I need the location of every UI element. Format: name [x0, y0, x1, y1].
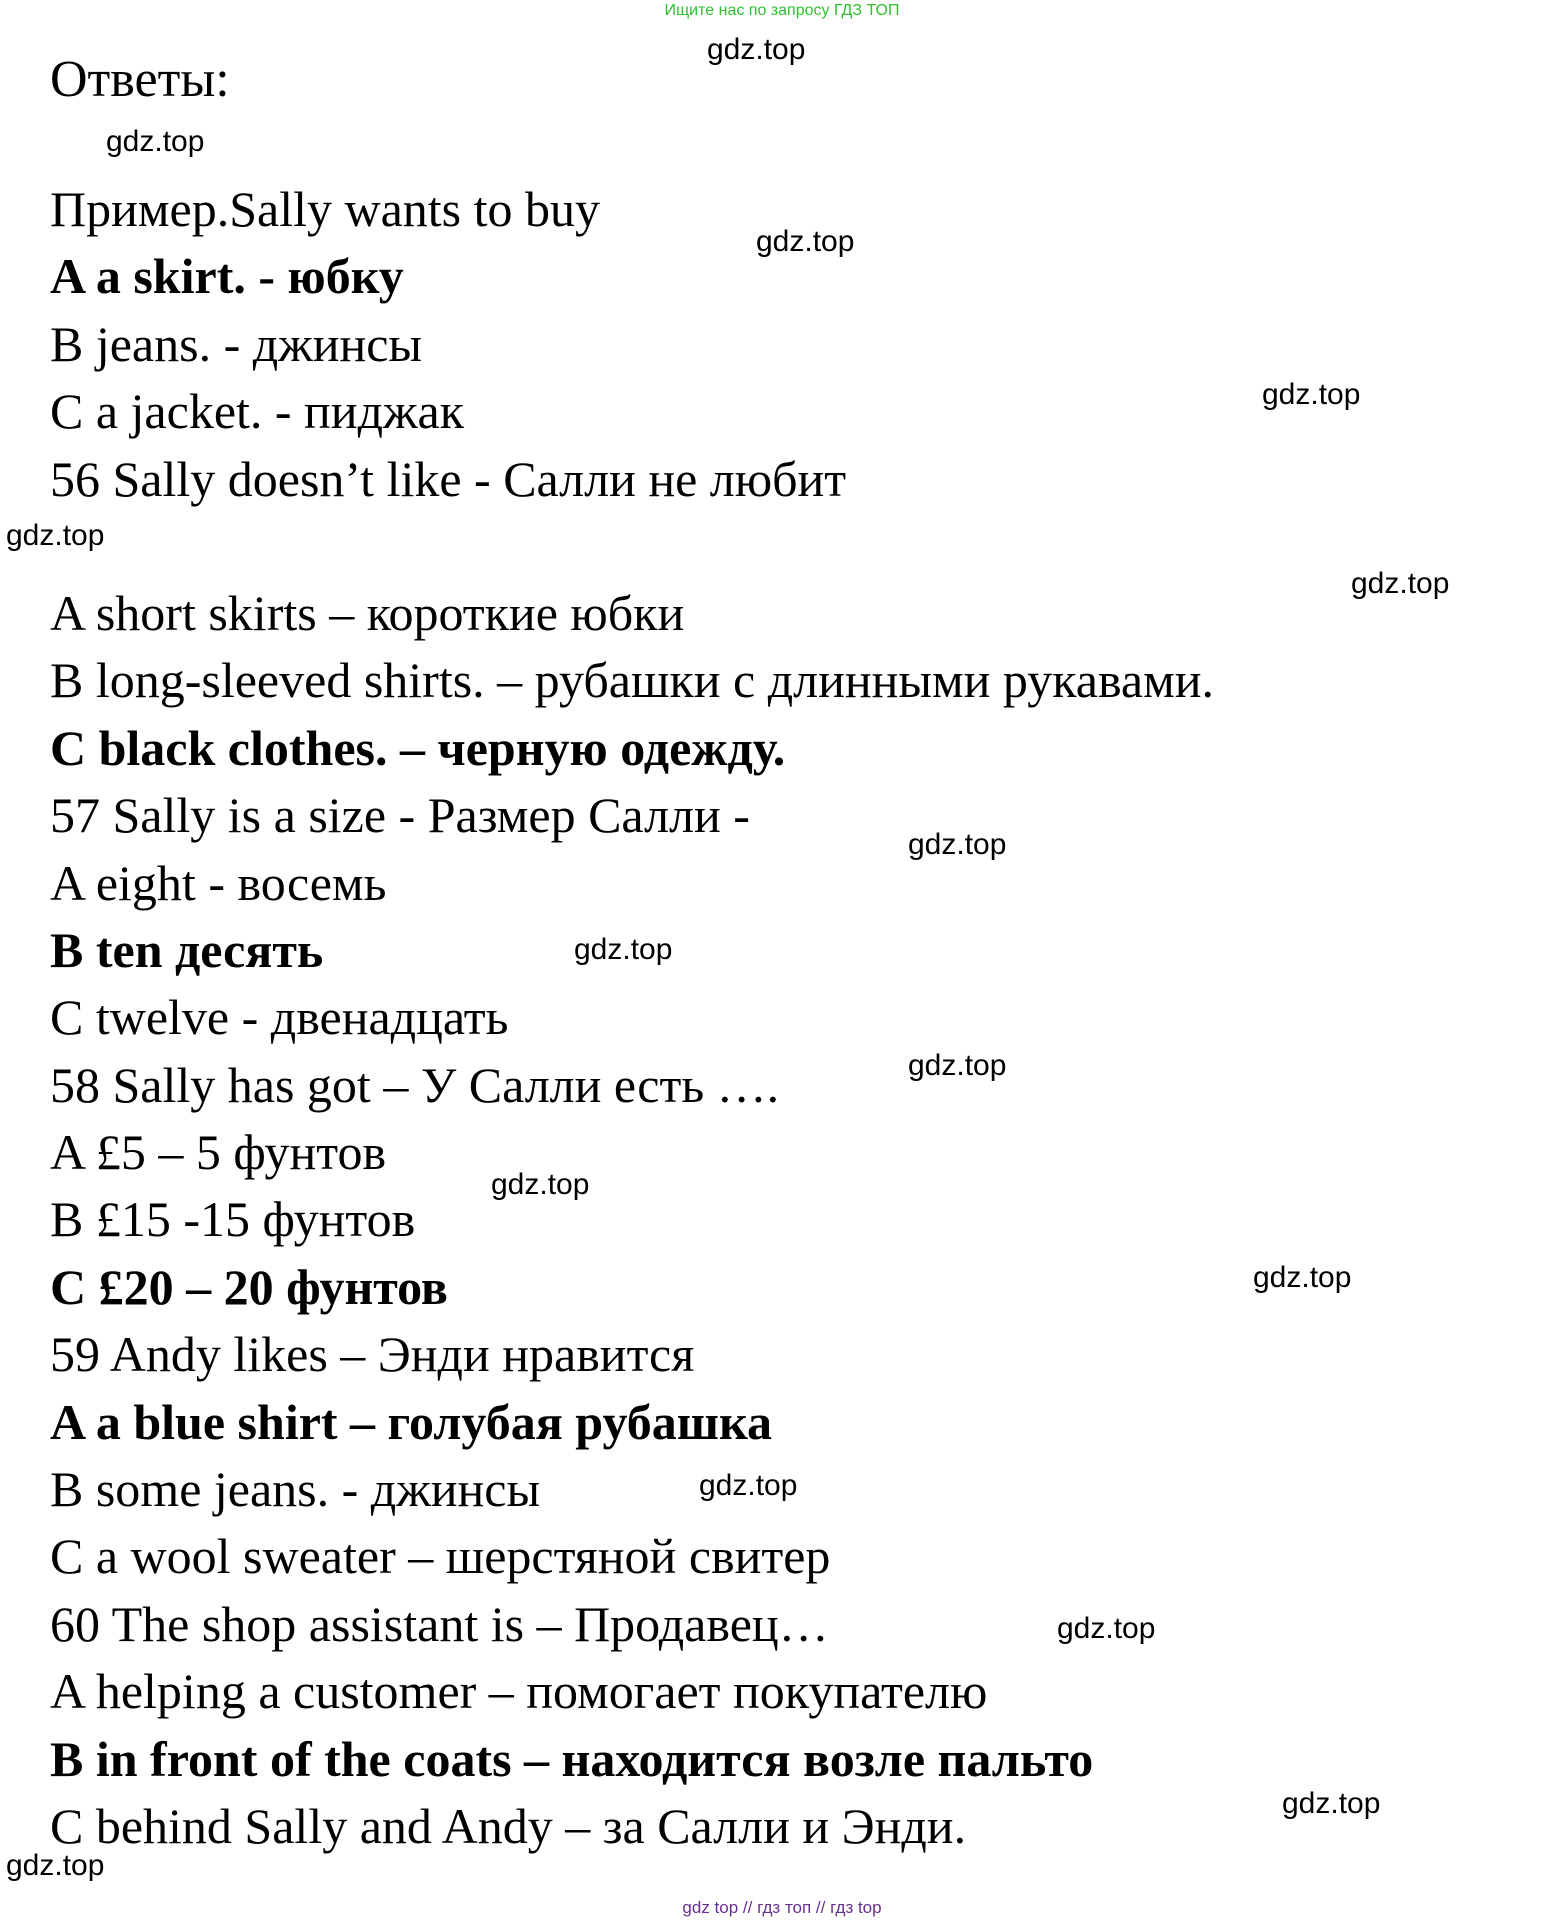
q56-option-c-correct: C black clothes. – черную одежду. — [50, 719, 786, 776]
watermark: gdz.top — [1057, 1612, 1156, 1645]
q56-option-a: A short skirts – короткие юбки — [50, 584, 685, 641]
watermark: gdz.top — [6, 519, 105, 552]
q57-option-a: A eight - восемь — [50, 854, 387, 911]
q58-option-c-correct: C £20 – 20 фунтов — [50, 1258, 448, 1315]
q58-option-b: B £15 -15 фунтов — [50, 1191, 416, 1248]
watermark: gdz.top — [1262, 378, 1361, 411]
question-59: 59 Andy likes – Энди нравится — [50, 1326, 695, 1383]
watermark: gdz.top — [707, 33, 806, 66]
question-58: 58 Sally has got – У Салли есть …. — [50, 1056, 780, 1113]
q57-option-b-correct: B ten десять — [50, 921, 324, 978]
question-56: 56 Sally doesn’t like - Салли не любит — [50, 450, 847, 507]
q60-option-c: C behind Sally and Andy – за Салли и Энди. — [50, 1797, 967, 1854]
q59-option-c: C a wool sweater – шерстяной свитер — [50, 1528, 831, 1585]
watermark: gdz.top — [756, 225, 855, 258]
search-banner: Ищите нас по запросу ГДЗ ТОП — [664, 2, 900, 19]
watermark: gdz.top — [1282, 1787, 1381, 1820]
watermark: gdz.top — [574, 933, 673, 966]
q57-option-c: C twelve - двенадцать — [50, 989, 509, 1046]
example-option-c: C a jacket. - пиджак — [50, 383, 465, 440]
watermark: gdz.top — [699, 1469, 798, 1502]
watermark: gdz.top — [1253, 1261, 1352, 1294]
footer-links: gdz top // гдз топ // гдз top — [682, 1898, 882, 1917]
watermark: gdz.top — [106, 125, 205, 158]
q58-option-a: A £5 – 5 фунтов — [50, 1124, 387, 1181]
watermark: gdz.top — [6, 1849, 105, 1882]
watermark: gdz.top — [908, 828, 1007, 861]
q59-option-b: B some jeans. - джинсы — [50, 1461, 541, 1518]
q60-option-a: A helping a customer – помогает покупателю — [50, 1663, 988, 1720]
example-option-a-correct: A a skirt. - юбку — [50, 248, 404, 305]
example-option-b: B jeans. - джинсы — [50, 315, 423, 372]
example-question: Пример.Sally wants to buy — [50, 181, 601, 237]
q60-option-b-correct: B in front of the coats – находится возле пальто — [50, 1730, 1094, 1787]
watermark: gdz.top — [491, 1168, 590, 1201]
answers-list — [50, 176, 1550, 1860]
question-60: 60 The shop assistant is – Продавец… — [50, 1595, 829, 1652]
watermark: gdz.top — [1351, 567, 1450, 600]
q59-option-a-correct: A a blue shirt – голубая рубашка — [50, 1393, 773, 1450]
spacer — [50, 513, 1550, 580]
watermark: gdz.top — [908, 1049, 1007, 1082]
answers-heading: Ответы: — [50, 51, 230, 108]
question-57: 57 Sally is a size - Размер Салли - — [50, 787, 750, 844]
q56-option-b: B long-sleeved shirts. – рубашки с длинными рукавами. — [50, 652, 1214, 709]
